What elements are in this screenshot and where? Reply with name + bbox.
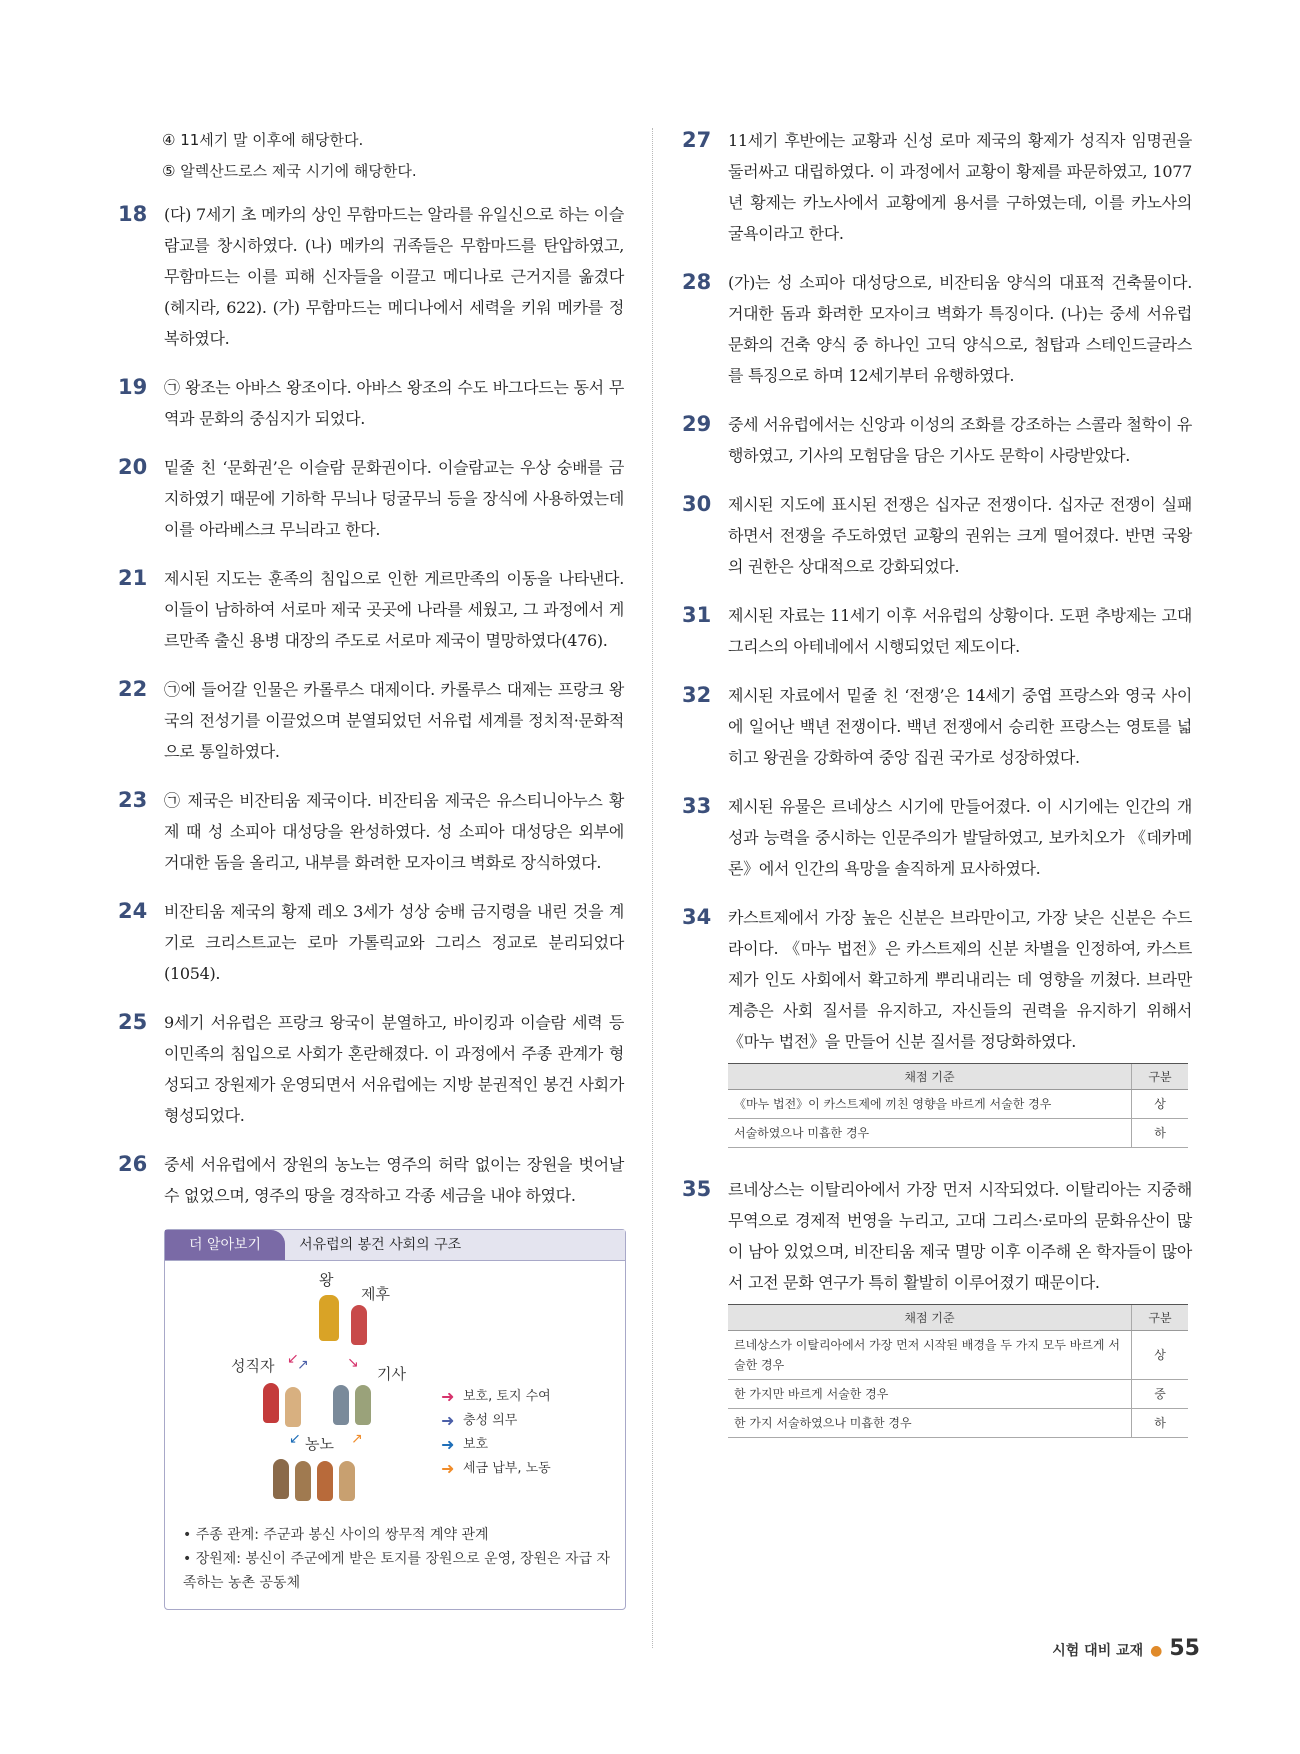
question-number: 31 [682, 603, 712, 627]
footer-label: 시험 대비 교재 [1052, 1643, 1144, 1659]
serf-figure-icon [317, 1461, 333, 1501]
question-number: 29 [682, 412, 712, 436]
question-number: 20 [118, 455, 148, 479]
question-21 [118, 563, 624, 656]
page-number: 55 [1169, 1636, 1200, 1661]
learn-more-notes [165, 1523, 625, 1609]
serf-figure-icon [339, 1461, 355, 1501]
question-text: 제시된 유물은 르네상스 시기에 만들어졌다. 이 시기에는 인간의 개성과 능력을 중시하는 인문주의가 발달하였고, 보카치오가 《데카메론》에서 인간의 욕망을 솔직하게 묘사하였다. [728, 797, 1192, 878]
right-column [682, 125, 1192, 1464]
question-number: 30 [682, 492, 712, 516]
question-18 [118, 199, 624, 354]
question-text: 제시된 자료는 11세기 이후 서유럽의 상황이다. 도편 추방제는 고대 그리스의 아테네에서 시행되었던 제도이다. [728, 606, 1192, 656]
scoring-table-34 [728, 1063, 1188, 1148]
left-column [118, 125, 624, 1610]
label-clergy: 성직자 [231, 1357, 275, 1375]
question-22 [118, 674, 624, 767]
question-text: 제시된 지도는 훈족의 침입으로 인한 게르만족의 이동을 나타낸다. 이들이 남하하여 서로마 제국 곳곳에 나라를 세웠고, 그 과정에서 게르만족 출신 용병 대장의 주도로 서로마 제국이 멸망하였다(476). [164, 569, 624, 650]
table-row [728, 1409, 1188, 1438]
arrow-protect-icon: ↙ [289, 1431, 301, 1447]
knight-figure-icon [355, 1385, 371, 1425]
grade-cell: 상 [1132, 1331, 1189, 1380]
question-text: (가)는 성 소피아 대성당으로, 비잔티움 양식의 대표적 건축물이다. 거대한 돔과 화려한 모자이크 벽화가 특징이다. (나)는 중세 서유럽 문화의 건축 양식 중 하나인 고딕 양식으로, 첨탑과 스테인드글라스를 특징으로 하며 12세기부터 유행하였다. [728, 273, 1192, 385]
question-text: 카스트제에서 가장 높은 신분은 브라만이고, 가장 낮은 신분은 수드라이다. 《마누 법전》은 카스트제의 신분 차별을 인정하여, 카스트제가 인도 사회에서 확고하게 뿌리내리는 데 영향을 끼쳤다. 브라만 계층은 사회 질서를 유지하고, 자신들의 권력을 유지하기 위해서 《마누 법전》을 만들어 신분 질서를 정당화하였다. [728, 908, 1192, 1051]
question-number: 34 [682, 905, 712, 929]
criteria-cell: 한 가지 서술하였으나 미흡한 경우 [728, 1409, 1132, 1438]
label-lord: 제후 [361, 1285, 390, 1303]
arrow-tax-icon: ↗ [351, 1431, 363, 1447]
criteria-cell: 르네상스가 이탈리아에서 가장 먼저 시작된 배경을 두 가지 모두 바르게 서술한 경우 [728, 1331, 1132, 1380]
label-king: 왕 [319, 1271, 334, 1289]
criteria-header: 채점 기준 [728, 1064, 1132, 1090]
grade-cell: 중 [1132, 1380, 1189, 1409]
question-number: 32 [682, 683, 712, 707]
option-5: ⑤ 알렉산드로스 제국 시기에 해당한다. [162, 162, 417, 180]
question-text: ㉠ 제국은 비잔티움 제국이다. 비잔티움 제국은 유스티니아누스 황제 때 성 소피아 대성당을 완성하였다. 성 소피아 대성당은 외부에 거대한 돔을 올리고, 내부를 화려한 모자이크 벽화로 장식하였다. [164, 791, 624, 872]
king-figure-icon [319, 1295, 339, 1341]
learn-more-box [164, 1229, 626, 1610]
question-number: 27 [682, 128, 712, 152]
grade-header: 구분 [1132, 1064, 1189, 1090]
question-number: 25 [118, 1010, 148, 1034]
feudal-structure-diagram [165, 1261, 625, 1523]
question-19 [118, 372, 624, 434]
question-31 [682, 600, 1192, 662]
question-number: 21 [118, 566, 148, 590]
learn-more-title: 서유럽의 봉건 사회의 구조 [299, 1237, 462, 1253]
table-row [728, 1119, 1188, 1148]
grade-cell: 하 [1132, 1409, 1189, 1438]
question-20 [118, 452, 624, 545]
arrow-protection-icon: ↙ [287, 1351, 299, 1367]
question-26 [118, 1149, 624, 1211]
serf-figure-icon [273, 1459, 289, 1499]
question-number: 24 [118, 899, 148, 923]
question-33 [682, 791, 1192, 884]
question-text: ㉠에 들어갈 인물은 카롤루스 대제이다. 카롤루스 대제는 프랑크 왕국의 전성기를 이끌었으며 분열되었던 서유럽 세계를 정치적·문화적으로 통일하였다. [164, 680, 624, 761]
question-text: 르네상스는 이탈리아에서 가장 먼저 시작되었다. 이탈리아는 지중해 무역으로 경제적 번영을 누리고, 고대 그리스·로마의 문화유산이 많이 남아 있었으며, 비잔티움 제국 멸망 이후 이주해 온 학자들이 많아서 고전 문화 연구가 특히 활발히 이루어졌기 때문이다. [728, 1180, 1192, 1292]
question-32 [682, 680, 1192, 773]
question-text: 제시된 자료에서 밑줄 친 ‘전쟁’은 14세기 중엽 프랑스와 영국 사이에 일어난 백년 전쟁이다. 백년 전쟁에서 승리한 프랑스는 영토를 넓히고 왕권을 강화하여 중앙 집권 국가로 성장하였다. [728, 686, 1192, 767]
lord-figure-icon [351, 1305, 367, 1345]
clergy-figure-icon [263, 1383, 279, 1423]
arrow-right-icon: ➜ [441, 1459, 455, 1478]
table-row [728, 1380, 1188, 1409]
legend-item: ➜ 보호, 토지 수여 [441, 1385, 551, 1409]
grade-cell: 상 [1132, 1090, 1189, 1119]
question-number: 33 [682, 794, 712, 818]
grade-cell: 하 [1132, 1119, 1189, 1148]
note-item: • 주종 관계: 주군과 봉신 사이의 쌍무적 계약 관계 [183, 1527, 489, 1543]
arrow-protection-icon: ↘ [347, 1355, 359, 1371]
table-row [728, 1090, 1188, 1119]
question-34 [682, 902, 1192, 1057]
arrow-right-icon: ➜ [441, 1387, 455, 1406]
serf-figure-icon [295, 1461, 311, 1501]
arrow-right-icon: ➜ [441, 1411, 455, 1430]
option-4: ④ 11세기 말 이후에 해당한다. [162, 131, 364, 149]
criteria-cell: 《마누 법전》이 카스트제에 끼친 영향을 바르게 서술한 경우 [728, 1090, 1132, 1119]
criteria-cell: 서술하였으나 미흡한 경우 [728, 1119, 1132, 1148]
question-text: 11세기 후반에는 교황과 신성 로마 제국의 황제가 성직자 임명권을 둘러싸고 대립하였다. 이 과정에서 교황이 황제를 파문하였고, 1077년 황제는 카노사에서 교황에게 용서를 구하였는데, 이를 카노사의 굴욕이라고 한다. [728, 131, 1192, 243]
legend-item: ➜ 세금 납부, 노동 [441, 1457, 551, 1481]
note-item: • 장원제: 봉신이 주군에게 받은 토지를 장원으로 운영, 장원은 자급 자족하는 농촌 공동체 [183, 1551, 611, 1591]
question-text: ㉠ 왕조는 아바스 왕조이다. 아바스 왕조의 수도 바그다드는 동서 무역과 문화의 중심지가 되었다. [164, 378, 624, 428]
column-divider [652, 128, 653, 1648]
table-header-row [728, 1305, 1188, 1331]
question-23 [118, 785, 624, 878]
question-text: 제시된 지도에 표시된 전쟁은 십자군 전쟁이다. 십자군 전쟁이 실패하면서 전쟁을 주도하였던 교황의 권위는 크게 떨어졌다. 반면 국왕의 권한은 상대적으로 강화되었다. [728, 495, 1192, 576]
question-text: 밑줄 친 ‘문화권’은 이슬람 문화권이다. 이슬람교는 우상 숭배를 금지하였기 때문에 기하학 무늬나 덩굴무늬 등을 장식에 사용하였는데 이를 아라베스크 무늬라고 한다. [164, 458, 624, 539]
question-28 [682, 267, 1192, 391]
grade-header: 구분 [1132, 1305, 1189, 1331]
question-text: 9세기 서유럽은 프랑크 왕국이 분열하고, 바이킹과 이슬람 세력 등 이민족의 침입으로 사회가 혼란해졌다. 이 과정에서 주종 관계가 형성되고 장원제가 운영되면서 서유럽에는 지방 분권적인 봉건 사회가 형성되었다. [164, 1013, 624, 1125]
legend-item: ➜ 충성 의무 [441, 1409, 551, 1433]
question-number: 22 [118, 677, 148, 701]
legend-item: ➜ 보호 [441, 1433, 551, 1457]
answer-options [162, 125, 624, 187]
label-serf: 농노 [305, 1435, 334, 1453]
learn-more-tag: 더 알아보기 [165, 1230, 285, 1260]
question-35 [682, 1174, 1192, 1298]
question-29 [682, 409, 1192, 471]
clergy-figure-icon [285, 1387, 301, 1427]
question-text: 중세 서유럽에서는 신앙과 이성의 조화를 강조하는 스콜라 철학이 유행하였고, 기사의 모험담을 담은 기사도 문학이 사랑받았다. [728, 415, 1192, 465]
question-number: 26 [118, 1152, 148, 1176]
label-knight: 기사 [377, 1365, 406, 1383]
scoring-table-35 [728, 1304, 1188, 1438]
page-footer [1052, 1636, 1200, 1661]
question-30 [682, 489, 1192, 582]
arrow-right-icon: ➜ [441, 1435, 455, 1454]
criteria-header: 채점 기준 [728, 1305, 1132, 1331]
knight-figure-icon [333, 1385, 349, 1425]
question-24 [118, 896, 624, 989]
question-text: 비잔티움 제국의 황제 레오 3세가 성상 숭배 금지령을 내린 것을 계기로 크리스트교는 로마 가톨릭교와 그리스 정교로 분리되었다(1054). [164, 902, 624, 983]
arrow-loyalty-icon: ↗ [297, 1357, 309, 1373]
table-row [728, 1331, 1188, 1380]
question-25 [118, 1007, 624, 1131]
diagram-legend [441, 1385, 551, 1481]
table-header-row [728, 1064, 1188, 1090]
question-number: 28 [682, 270, 712, 294]
question-number: 19 [118, 375, 148, 399]
learn-more-header [165, 1230, 625, 1261]
question-27 [682, 125, 1192, 249]
question-number: 23 [118, 788, 148, 812]
question-text: 중세 서유럽에서 장원의 농노는 영주의 허락 없이는 장원을 벗어날 수 없었으며, 영주의 땅을 경작하고 각종 세금을 내야 하였다. [164, 1155, 624, 1205]
question-text: (다) 7세기 초 메카의 상인 무함마드는 알라를 유일신으로 하는 이슬람교를 창시하였다. (나) 메카의 귀족들은 무함마드를 탄압하였고, 무함마드는 이를 피해 신자들을 이끌고 메디나로 근거지를 옮겼다(헤지라, 622). (가) 무함마드는 메디나에서 세력을 키워 메카를 정복하였다. [164, 205, 624, 348]
question-number: 35 [682, 1177, 712, 1201]
criteria-cell: 한 가지만 바르게 서술한 경우 [728, 1380, 1132, 1409]
question-number: 18 [118, 202, 148, 226]
bullet-dot-icon: ● [1150, 1643, 1163, 1659]
